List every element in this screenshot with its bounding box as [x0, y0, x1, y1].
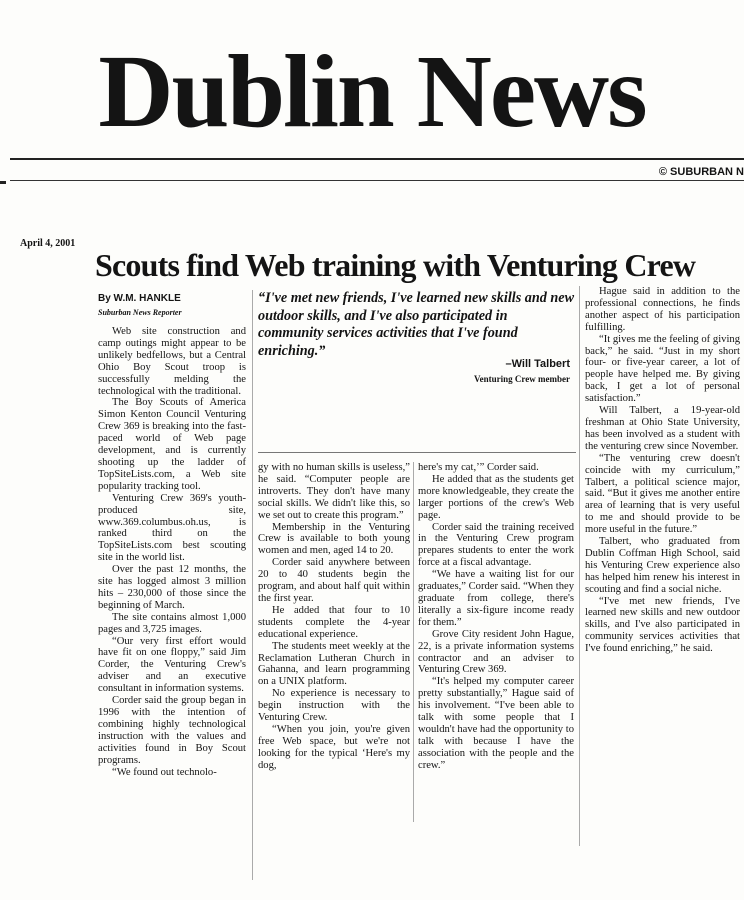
paragraph: “It gives me the feeling of giving back,” he said. “Just in my short four- or five-year career, a lot of people have helped me. By giving back, I get a lot of personal satisfaction.”	[585, 333, 740, 405]
masthead-rule	[10, 158, 744, 160]
paragraph: No experience is necessary to begin instruction with the Venturing Crew.	[258, 688, 410, 724]
paragraph: The students meet weekly at the Reclamation Lutheran Church in Gahanna, and learn programming on a UNIX platform.	[258, 640, 410, 688]
paragraph: He added that four to 10 students complete the 4-year educational experience.	[258, 604, 410, 640]
paragraph: Membership in the Venturing Crew is available to both young women and men, aged 14 to 20.	[258, 521, 410, 557]
paragraph: Venturing Crew 369's youth-produced site, www.369.columbus.oh.us, is ranked third on the TopSiteLists.com best scouting site in the world list.	[98, 492, 246, 564]
pull-quote-rule	[258, 452, 576, 453]
article-column-4	[585, 286, 740, 655]
paragraph: here's my cat,’” Corder said.	[418, 462, 539, 473]
column-divider	[413, 462, 414, 822]
article-column-2	[258, 462, 410, 772]
paragraph: “When you join, you're given free Web space, but we're not looking for the typical ‘Here's my dog,	[258, 723, 410, 771]
paragraph: “I've met new friends, I've learned new skills and new outdoor skills, and I've also participated in community services activities that I've found enriching,” he said.	[585, 595, 740, 655]
pull-quote-author: –Will Talbert	[505, 358, 570, 370]
copyright-credit: © SUBURBAN N	[658, 166, 744, 178]
column-divider	[252, 290, 253, 880]
paragraph: “It's helped my computer career pretty substantially,” Hague said of his involvement. “I've been able to talk with some people that I wouldn't have had the opportunity to talk with because I have the association with the people and the crew.”	[418, 676, 574, 771]
paragraph: He added that as the students get more knowledgeable, they create the larger portions of the crew's Web page.	[418, 473, 574, 521]
paragraph: “Our very first effort would have fit on one floppy,” said Jim Corder, the Venturing Crew's adviser and an executive consultant in information systems.	[98, 635, 246, 695]
paragraph: Over the past 12 months, the site has logged almost 3 million hits – 230,000 of those since the beginning of March.	[98, 564, 246, 611]
pull-quote-title: Venturing Crew member	[474, 374, 570, 384]
paragraph: “We found out technolo-	[112, 766, 217, 778]
paragraph: Will Talbert, a 19-year-old freshman at Ohio State University, has been involved as a student with the venturing crew since November.	[585, 405, 740, 452]
paragraph: Talbert, who graduated from Dublin Coffman High School, said his Venturing Crew experience also has helped him renew his interest in scouting and find a social niche.	[585, 536, 740, 595]
paragraph: Hague said in addition to the professional connections, he finds another aspect of his participation fulfilling.	[585, 286, 740, 333]
article-column-3	[418, 462, 574, 772]
paragraph: Corder said the training received in the Venturing Crew program prepares students to enter the work force at a fiscal advantage.	[418, 521, 574, 569]
paragraph: The Boy Scouts of America Simon Kenton Council Venturing Crew 369 is breaking into the fast-paced world of Web page development, and is currently shooting up the ladder of TopSiteLists.com, a Web site popularity tracking tool.	[98, 397, 246, 492]
paragraph: The site contains almost 1,000 pages and 3,725 images.	[98, 611, 246, 635]
article-column-1	[98, 326, 246, 778]
paragraph: Grove City resident John Hague, 22, is a private information systems contractor and an adviser to Venturing Crew 369.	[418, 628, 574, 676]
paragraph: gy with no human skills is useless,” he said. “Computer people are introverts. They don't have many social skills. We didn't like this, so we set out to create this program.”	[258, 462, 410, 521]
article-date: April 4, 2001	[20, 238, 76, 249]
paragraph: Web site construction and camp outings might appear to be unlikely bedfellows, but a Central Ohio Boy Scout troop is successfully melding the technological with the traditional.	[98, 326, 246, 397]
paragraph: Corder said the group began in 1996 with the intention of combining highly technological instruction with the values and activities found in Boy Scout programs.	[98, 695, 246, 766]
paragraph: “The venturing crew doesn't coincide with my curriculum,” Talbert, a political science major, said. “But it gives me another entire area of learning that is very useful to me and should provide to be more useful in the future.”	[585, 452, 740, 536]
masthead-title: Dublin News	[98, 34, 646, 149]
byline: By W.M. HANKLE	[98, 293, 181, 304]
pull-quote: “I've met new friends, I've learned new skills and new outdoor skills, and I've also participated in community services activities that I've found enriching.”	[258, 290, 575, 359]
rule-mark	[0, 181, 6, 184]
byline-role: Suburban News Reporter	[98, 308, 182, 317]
column-divider	[579, 286, 580, 846]
paragraph: “We have a waiting list for our graduates,” Corder said. “When they graduate from college, there's literally a six-figure income ready for them.”	[418, 569, 574, 628]
paragraph: Corder said anywhere between 20 to 40 students begin the program, and about half quit within the first year.	[258, 557, 410, 604]
article-headline: Scouts find Web training with Venturing Crew	[95, 247, 696, 283]
masthead-rule-lower	[10, 180, 744, 181]
